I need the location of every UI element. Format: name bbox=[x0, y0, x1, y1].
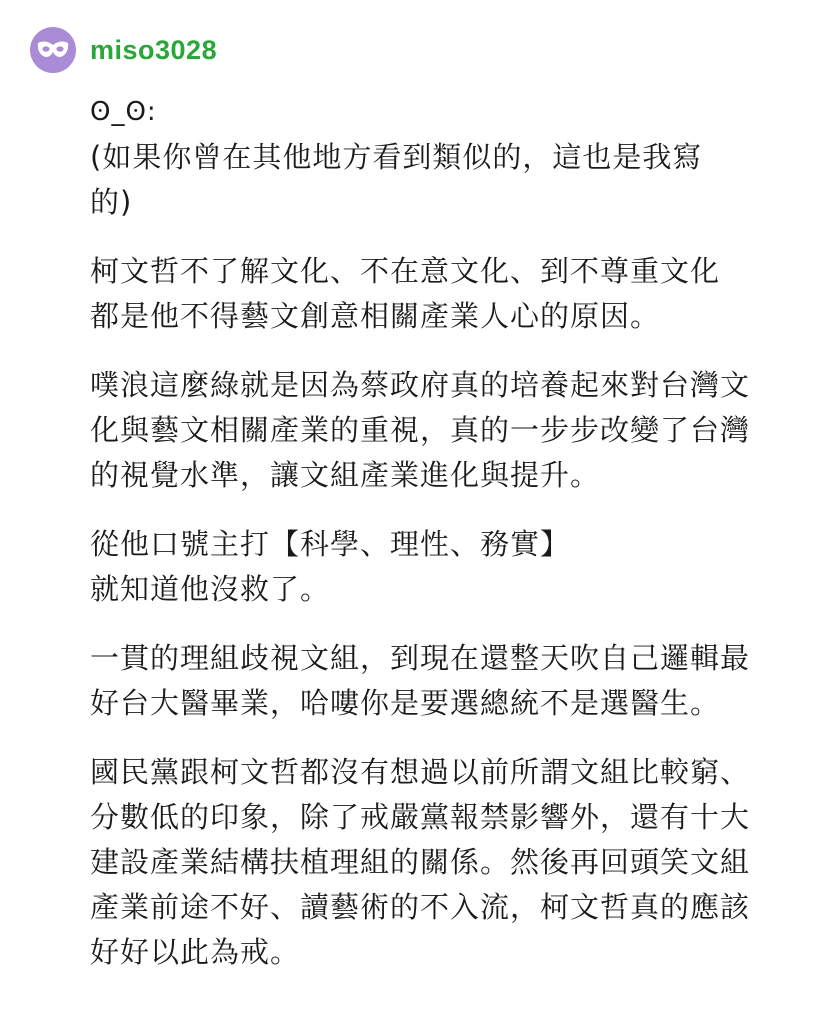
post-header bbox=[30, 27, 217, 73]
text-line: 就知道他沒救了。 bbox=[90, 572, 331, 606]
text-line: 建設產業結構扶植理組的關係。然後再回頭笑文組 bbox=[90, 845, 751, 879]
text-line: 化與藝文相關產業的重視，真的一步步改變了台灣 bbox=[90, 413, 751, 447]
post-paragraph bbox=[90, 249, 810, 339]
post-paragraph bbox=[90, 636, 810, 726]
text-line: 的視覺水準，讓文組產業進化與提升。 bbox=[90, 458, 601, 492]
text-line: 噗浪這麼綠就是因為蔡政府真的培養起來對台灣文 bbox=[90, 368, 751, 402]
text-line: 一貫的理組歧視文組，到現在還整天吹自己邏輯最 bbox=[90, 641, 751, 675]
text-line: ʘ_ʘ: bbox=[90, 97, 157, 127]
post-paragraph bbox=[90, 522, 810, 612]
avatar[interactable] bbox=[30, 27, 76, 73]
text-line: 從他口號主打【科學、理性、務實】 bbox=[90, 527, 571, 561]
text-line: 好台大醫畢業，哈嘍你是要選總統不是選醫生。 bbox=[90, 686, 721, 720]
post-paragraph bbox=[90, 750, 810, 975]
text-line: 國民黨跟柯文哲都沒有想過以前所謂文組比較窮、 bbox=[90, 755, 751, 789]
post-paragraph bbox=[90, 90, 810, 225]
text-line: 好好以此為戒。 bbox=[90, 935, 301, 969]
post-paragraph bbox=[90, 363, 810, 498]
text-line: 都是他不得藝文創意相關產業人心的原因。 bbox=[90, 299, 661, 333]
text-line: 產業前途不好、讀藝術的不入流，柯文哲真的應該 bbox=[90, 890, 751, 924]
mask-icon bbox=[36, 40, 70, 60]
post-body bbox=[90, 90, 810, 999]
text-line: 柯文哲不了解文化、不在意文化、到不尊重文化 bbox=[90, 254, 721, 288]
username-link[interactable]: miso3028 bbox=[90, 34, 218, 65]
text-line: (如果你曾在其他地方看到類似的，這也是我寫 bbox=[90, 140, 703, 174]
text-line: 的) bbox=[90, 185, 133, 219]
text-line: 分數低的印象，除了戒嚴黨報禁影響外，還有十大 bbox=[90, 800, 751, 834]
